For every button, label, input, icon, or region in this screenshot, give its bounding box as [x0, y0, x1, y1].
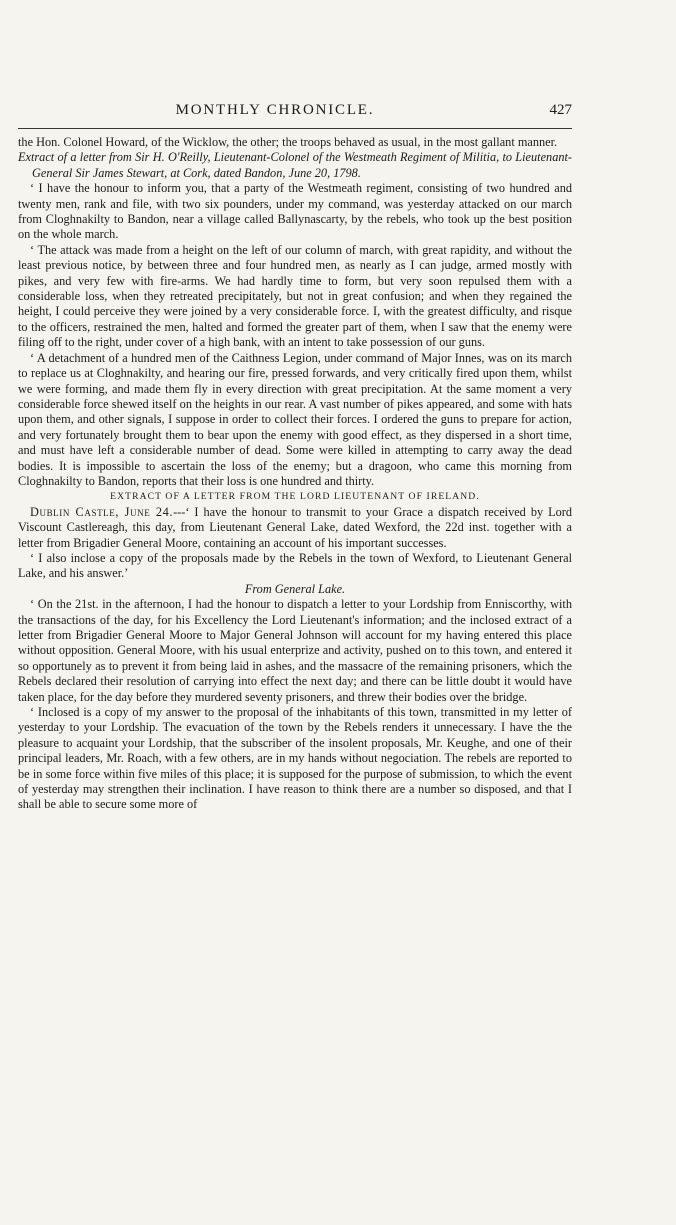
paragraph: ‘ A detachment of a hundred men of the Caithness Legion, under command of Major Innes, was on its march to replace us at Cloghnakilty, and hearing our fire, pressed forwards, and very critically fired upon them, whilst we were forming, and made them fly in every direction with great precipitation. At the same moment a very considerable force shewed itself on the heights in our rear. A vast number of pikes appeared, and some with hats upon them, and other signals, I suppose in order to collect their forces. I ordered the guns to prepare for action, and very fortunately brought them to bear upon the enemy with good effect, as they dispersed in a short time, and must have left a considerable number of dead. Some were killed in attempting to carry away the dead bodies. It is impossible to ascertain the loss of the enemy; but a dragoon, who came this morning from Cloghnakilty to Bandon, reports that their loss is one hundred and thirty.	[18, 350, 572, 488]
page-number: 427	[549, 102, 572, 118]
letter-source-heading: From General Lake.	[244, 581, 346, 596]
extract-heading: Extract of a letter from Sir H. O'Reilly, Lieutenant-Colonel of the Westmeath Regiment of Militia, to Lieutenant-General Sir James Stewart, at Cork, dated Bandon, June 20, 1798.	[18, 150, 572, 180]
paragraph: ‘ On the 21st. in the afternoon, I had the honour to dispatch a letter to your Lordship from Enniscorthy, with the transactions of the day, for his Excellency the Lord Lieutenant's information; and the inclosed extract of a letter from Brigadier General Moore to Major General Johnson will account for my having entered this place without opposition. General Moore, with his usual enterprize and activity, pushed on to this town, and entered it so opportunely as to prevent it from being laid in ashes, and the massacre of the remaining prisoners, which the Rebels declared their resolution of carrying into effect the next day; and there can be little doubt it would have taken place, for the day before they murdered seventy prisoners, and threw their bodies over the bridge.	[18, 597, 572, 704]
paragraph-continuation: the Hon. Colonel Howard, of the Wicklow, the other; the troops behaved as usual, in the most gallant manner.	[18, 135, 558, 149]
running-title: MONTHLY CHRONICLE.	[175, 102, 375, 118]
dateline: Dublin Castle, June 24.	[30, 504, 174, 519]
page-header	[18, 102, 572, 129]
paragraph: ‘ I have the honour to inform you, that a party of the Westmeath regiment, consisting of two hundred and twenty men, rank and file, with two six pounders, under my command, was yesterday attacked on our march from Cloghnakilty to Bandon, near a village called Ballynascarty, by the rebels, who took up the best position on the whole march.	[18, 181, 572, 242]
paragraph: ‘ The attack was made from a height on the left of our column of march, with great rapidity, and without the least previous notice, by between three and four hundred men, as nearly as I can judge, armed mostly with pikes, and very few with fire-arms. We had hardly time to form, but very soon repulsed them with a considerable loss, when they retreated precipitately, but not in great confusion; and when they regained the height, I could perceive they were joined by a very considerable force. I, with the greatest difficulty, and risque to the officers, restrained the men, halted and formed the greater part of them, when I saw that the enemy were filing off to the right, under cover of a high bank, with an intent to take possession of our guns.	[18, 242, 572, 350]
paragraph	[18, 505, 572, 551]
paragraph: ‘ Inclosed is a copy of my answer to the proposal of the inhabitants of this town, transmitted in my letter of yesterday to your Lordship. The evacuation of the town by the Rebels renders it unnecessary. I have the the pleasure to acquaint your Lordship, that the subscriber of the insolent proposals, Mr. Keughe, and one of their principal leaders, Mr. Roach, with a few others, are in my hands without negociation. The rebels are reported to be in some force within five miles of this place; it is supposed for the purpose of submission, to which the event of yesterday may strengthen their inclination. I have reason to think there are a number so disposed, and that I shall be able to secure some more of	[18, 705, 572, 812]
paragraph: ‘ I also inclose a copy of the proposals made by the Rebels in the town of Wexford, to Lieutenant General Lake, and his answer.’	[18, 550, 572, 581]
section-heading: EXTRACT OF A LETTER FROM THE LORD LIEUTENANT OF IRELAND.	[110, 491, 480, 503]
paragraph-text: ---‘ I have the honour to transmit to your Grace a dispatch received by Lord Viscount Castlereagh, this day, from Lieutenant General Lake, dated Wexford, the 22d inst. together with a letter from Brigadier General Moore, containing an account of his important successes.	[18, 504, 572, 550]
article-body	[18, 135, 572, 813]
